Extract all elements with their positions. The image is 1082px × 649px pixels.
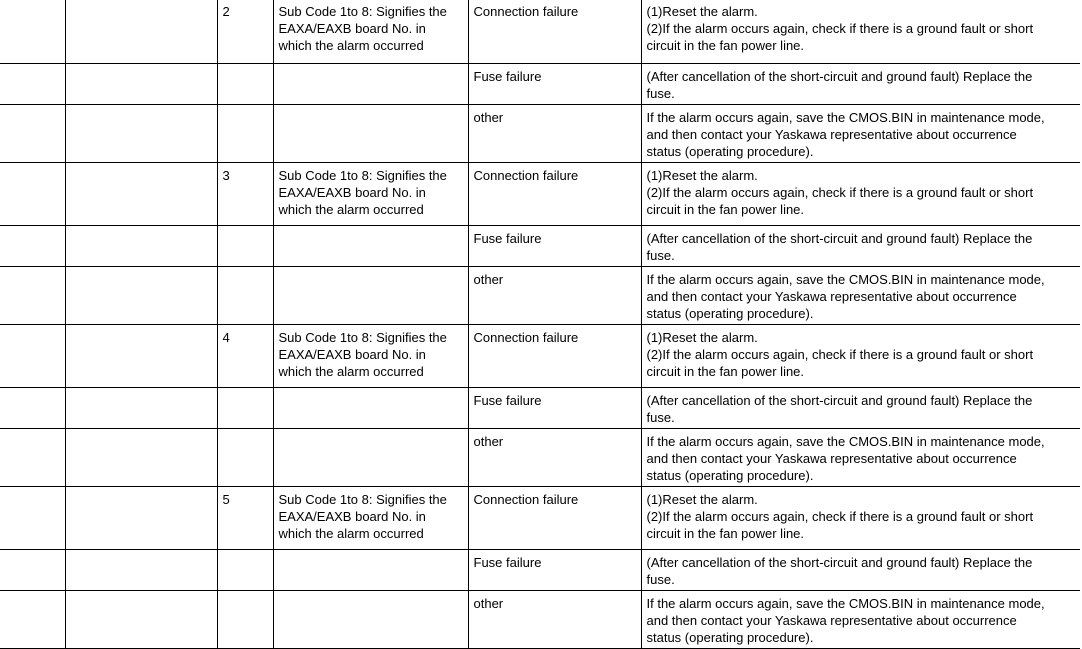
blank-cell	[0, 267, 65, 325]
subcode-cell	[217, 64, 273, 105]
blank-cell	[0, 105, 65, 163]
cause-text: other	[473, 272, 504, 287]
blank-cell	[0, 64, 65, 105]
description-cell	[273, 64, 468, 105]
text-line: (1)Reset the alarm.	[646, 330, 758, 345]
remedy-cell	[641, 64, 1080, 105]
text-line: which the alarm occurred	[278, 38, 424, 53]
remedy-cell	[641, 267, 1080, 325]
text-line: circuit in the fan power line.	[646, 202, 805, 217]
text-line: which the alarm occurred	[278, 202, 424, 217]
text-line: Sub Code 1to 8: Signifies the	[278, 4, 447, 19]
text-line: Sub Code 1to 8: Signifies the	[278, 330, 447, 345]
cause-text: Fuse failure	[473, 69, 542, 84]
description-cell	[273, 267, 468, 325]
text-line: fuse.	[646, 410, 675, 425]
cause-cell	[468, 550, 641, 591]
table-row	[0, 487, 1080, 550]
text-line: and then contact your Yaskawa representative about occurrence	[646, 613, 1017, 628]
table-row	[0, 0, 1080, 64]
remedy-cell	[641, 325, 1080, 388]
blank-cell	[65, 163, 217, 226]
table-row	[0, 105, 1080, 163]
cause-cell	[468, 226, 641, 267]
cause-text: Connection failure	[473, 492, 579, 507]
text-line: fuse.	[646, 86, 675, 101]
table-row	[0, 163, 1080, 226]
text-line: status (operating procedure).	[646, 468, 814, 483]
blank-cell	[65, 429, 217, 487]
remedy-cell	[641, 0, 1080, 64]
cause-cell	[468, 105, 641, 163]
remedy-cell	[641, 163, 1080, 226]
text-line: which the alarm occurred	[278, 364, 424, 379]
text-line: which the alarm occurred	[278, 526, 424, 541]
table-row	[0, 591, 1080, 649]
blank-cell	[65, 226, 217, 267]
description-cell	[273, 325, 468, 388]
remedy-cell	[641, 105, 1080, 163]
subcode-cell	[217, 487, 273, 550]
remedy-cell	[641, 388, 1080, 429]
text-line: status (operating procedure).	[646, 144, 814, 159]
text-line: EAXA/EAXB board No. in	[278, 347, 426, 362]
text-line: If the alarm occurs again, save the CMOS.BIN in maintenance mode,	[646, 272, 1045, 287]
blank-cell	[0, 388, 65, 429]
text-line: circuit in the fan power line.	[646, 364, 805, 379]
text-line: fuse.	[646, 248, 675, 263]
text-line: (2)If the alarm occurs again, check if there is a ground fault or short	[646, 21, 1034, 36]
text-line: status (operating procedure).	[646, 306, 814, 321]
text-line: (After cancellation of the short-circuit and ground fault) Replace the	[646, 393, 1033, 408]
table-row	[0, 226, 1080, 267]
text-line: circuit in the fan power line.	[646, 38, 805, 53]
text-line: (After cancellation of the short-circuit and ground fault) Replace the	[646, 555, 1033, 570]
remedy-cell	[641, 591, 1080, 649]
cause-cell	[468, 0, 641, 64]
text-line: (1)Reset the alarm.	[646, 492, 758, 507]
blank-cell	[65, 388, 217, 429]
text-line: (1)Reset the alarm.	[646, 168, 758, 183]
text-line: EAXA/EAXB board No. in	[278, 185, 426, 200]
blank-cell	[65, 267, 217, 325]
blank-cell	[65, 105, 217, 163]
text-line: (1)Reset the alarm.	[646, 4, 758, 19]
cause-cell	[468, 64, 641, 105]
remedy-cell	[641, 429, 1080, 487]
cause-text: Connection failure	[473, 4, 579, 19]
description-cell	[273, 105, 468, 163]
remedy-cell	[641, 487, 1080, 550]
text-line: If the alarm occurs again, save the CMOS.BIN in maintenance mode,	[646, 110, 1045, 125]
cause-text: Fuse failure	[473, 231, 542, 246]
blank-cell	[65, 591, 217, 649]
cause-cell	[468, 487, 641, 550]
text-line: EAXA/EAXB board No. in	[278, 21, 426, 36]
subcode-cell	[217, 226, 273, 267]
subcode-value: 3	[222, 168, 230, 183]
table-row	[0, 429, 1080, 487]
description-cell	[273, 388, 468, 429]
text-line: (2)If the alarm occurs again, check if there is a ground fault or short	[646, 185, 1034, 200]
remedy-cell	[641, 550, 1080, 591]
blank-cell	[0, 429, 65, 487]
subcode-cell	[217, 550, 273, 591]
blank-cell	[65, 0, 217, 64]
text-line: (2)If the alarm occurs again, check if there is a ground fault or short	[646, 509, 1034, 524]
text-line: If the alarm occurs again, save the CMOS.BIN in maintenance mode,	[646, 434, 1045, 449]
description-cell	[273, 163, 468, 226]
description-cell	[273, 429, 468, 487]
cause-text: Connection failure	[473, 330, 579, 345]
text-line: If the alarm occurs again, save the CMOS.BIN in maintenance mode,	[646, 596, 1045, 611]
subcode-cell	[217, 429, 273, 487]
subcode-cell	[217, 105, 273, 163]
blank-cell	[0, 163, 65, 226]
subcode-cell	[217, 591, 273, 649]
blank-cell	[0, 226, 65, 267]
subcode-cell	[217, 163, 273, 226]
table-row	[0, 325, 1080, 388]
table-row	[0, 388, 1080, 429]
cause-cell	[468, 591, 641, 649]
description-cell	[273, 487, 468, 550]
blank-cell	[0, 550, 65, 591]
text-line: (After cancellation of the short-circuit and ground fault) Replace the	[646, 231, 1033, 246]
description-cell	[273, 591, 468, 649]
text-line: Sub Code 1to 8: Signifies the	[278, 168, 447, 183]
table-row	[0, 550, 1080, 591]
text-line: status (operating procedure).	[646, 630, 814, 645]
blank-cell	[65, 550, 217, 591]
blank-cell	[65, 325, 217, 388]
blank-cell	[65, 64, 217, 105]
cause-text: other	[473, 110, 504, 125]
subcode-value: 5	[222, 492, 230, 507]
cause-text: Fuse failure	[473, 555, 542, 570]
description-cell	[273, 550, 468, 591]
text-line: Sub Code 1to 8: Signifies the	[278, 492, 447, 507]
text-line: and then contact your Yaskawa representative about occurrence	[646, 289, 1017, 304]
cause-cell	[468, 388, 641, 429]
cause-cell	[468, 325, 641, 388]
cause-text: other	[473, 596, 504, 611]
subcode-cell	[217, 388, 273, 429]
subcode-cell	[217, 325, 273, 388]
cause-text: Fuse failure	[473, 393, 542, 408]
text-line: (After cancellation of the short-circuit and ground fault) Replace the	[646, 69, 1033, 84]
subcode-cell	[217, 267, 273, 325]
table-row	[0, 267, 1080, 325]
table-row	[0, 64, 1080, 105]
cause-text: other	[473, 434, 504, 449]
cause-text: Connection failure	[473, 168, 579, 183]
blank-cell	[0, 487, 65, 550]
subcode-cell	[217, 0, 273, 64]
text-line: EAXA/EAXB board No. in	[278, 509, 426, 524]
subcode-value: 2	[222, 4, 230, 19]
description-cell	[273, 226, 468, 267]
subcode-value: 4	[222, 330, 230, 345]
description-cell	[273, 0, 468, 64]
blank-cell	[65, 487, 217, 550]
text-line: fuse.	[646, 572, 675, 587]
remedy-cell	[641, 226, 1080, 267]
text-line: circuit in the fan power line.	[646, 526, 805, 541]
blank-cell	[0, 591, 65, 649]
blank-cell	[0, 0, 65, 64]
blank-cell	[0, 325, 65, 388]
text-line: and then contact your Yaskawa representative about occurrence	[646, 451, 1017, 466]
text-line: (2)If the alarm occurs again, check if there is a ground fault or short	[646, 347, 1034, 362]
cause-cell	[468, 429, 641, 487]
text-line: and then contact your Yaskawa representative about occurrence	[646, 127, 1017, 142]
cause-cell	[468, 163, 641, 226]
cause-cell	[468, 267, 641, 325]
